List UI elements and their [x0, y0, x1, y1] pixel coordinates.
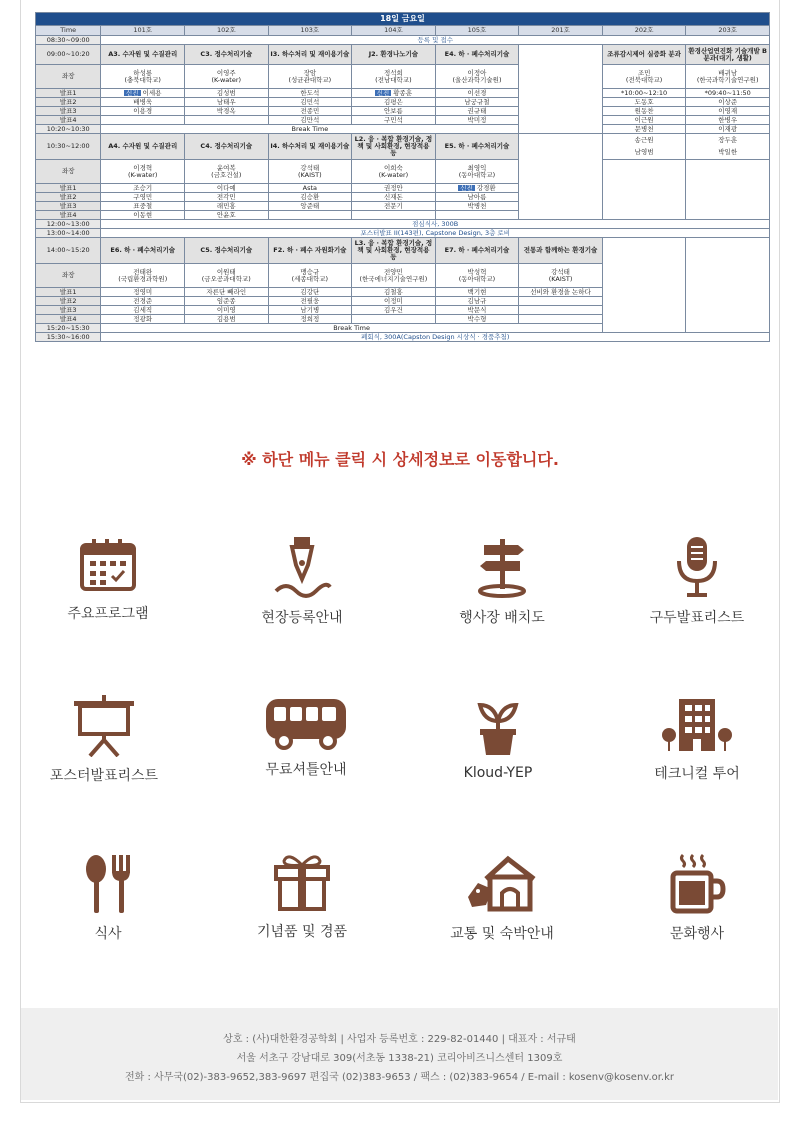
chair-cell: 정석희 (전남대학교): [352, 65, 436, 89]
signpost-icon: [472, 535, 532, 599]
new-badge: 신진: [376, 88, 390, 97]
chair-cell: 강석태 (KAIST): [268, 160, 352, 184]
presenter-cell: 구영민: [101, 193, 185, 202]
footer-contact-line: 전화 : 사무국(02)-383-9652,383-9697 편집국 (02)383-9653 / 팩스 : (02)383-9654 / E-mail : kosenv@kosenv.or.kr: [124, 1072, 675, 1083]
menu-item-program[interactable]: [33, 535, 183, 623]
menu-item-technical-tour[interactable]: [622, 695, 772, 783]
menu-label: 현장등록안내: [261, 610, 343, 626]
schedule-table: [35, 12, 770, 342]
time-cell: 09:00~10:20: [36, 45, 101, 65]
chair-cell: 최영익 (동아대학교): [435, 160, 519, 184]
presenter-cell: 한도석: [268, 89, 352, 98]
presenter-cell: 신진 황종훈: [352, 89, 436, 98]
presenter-cell: 김민석: [268, 98, 352, 107]
presenter-cell: 조승기: [101, 184, 185, 193]
presenter-cell: 김승환: [268, 193, 352, 202]
session-title: 환경산업연진화 기술개발 B분과(대기, 생활): [686, 45, 770, 65]
room-header: 101호: [101, 26, 185, 36]
menu-label: Kloud-YEP: [463, 765, 533, 781]
presenter-cell: 원동찬: [602, 107, 686, 116]
menu-item-kloud-yep[interactable]: [423, 695, 573, 781]
presenter-cell: Asta: [268, 184, 352, 193]
empty-cell: [602, 160, 686, 220]
lunch-label: 점심식사, 300B: [101, 220, 770, 229]
new-badge: 신진: [460, 183, 473, 192]
coffee-icon: [667, 853, 727, 915]
time-cell: 08:30~09:00: [36, 36, 101, 45]
presenter-cell: *10:00~12:10: [602, 89, 686, 98]
room-header: 201호: [519, 26, 603, 36]
presenter-cell: 이다예: [185, 184, 269, 193]
session-title: A3. 수자원 및 수질관리: [101, 45, 185, 65]
session-title: C3. 정수처리기술: [185, 45, 269, 65]
session-title: C4. 정수처리기술: [185, 134, 269, 160]
presenter-cell: 전문기: [352, 202, 436, 211]
closing-label: 폐회식, 300A(Capston Design 시상식 · 경품추첨): [101, 333, 770, 342]
session-title: E6. 하 · 폐수처리기술: [101, 238, 185, 264]
utensils-icon: [78, 853, 138, 915]
pen-nib-icon: [272, 535, 332, 599]
menu-label: 교통 및 숙박안내: [450, 926, 554, 942]
presenter-cell: [435, 211, 519, 220]
presenter-cell: 권정안: [352, 184, 436, 193]
chair-cell: 배귀남 (한국과학기술연구원): [686, 65, 770, 89]
presenter-cell: 구민석: [352, 116, 436, 125]
presenter-cell: 선비와 환경을 논하다: [519, 288, 603, 297]
time-cell: 15:30~16:00: [36, 333, 101, 342]
chair-cell: 박성혁 (동아대학교): [435, 264, 519, 288]
presenter-cell: 김강단: [268, 288, 352, 297]
presenter-cell: 전필웅: [268, 297, 352, 306]
presenter-cell: 백기현: [435, 288, 519, 297]
presenter-cell: 전각민: [185, 193, 269, 202]
session-title: 조류감시제어 실증화 분과: [602, 45, 686, 65]
presenter-cell: 이근원: [602, 116, 686, 125]
presenter-cell: 남아름: [435, 193, 519, 202]
chair-cell: 전태완 (국립환경과학원): [101, 264, 185, 288]
session-title: E5. 하 · 폐수처리기술: [435, 134, 519, 160]
presenter-cell: 이선경: [435, 89, 519, 98]
presenter-label: 발표3: [36, 202, 101, 211]
menu-item-poster-list[interactable]: [29, 695, 179, 785]
presenter-cell: 김남규: [435, 297, 519, 306]
menu-label: 문화행사: [669, 926, 725, 942]
presenter-cell: 신재돈: [352, 193, 436, 202]
presenter-cell: 이동현: [101, 211, 185, 220]
menu-item-transport-lodging[interactable]: [427, 853, 577, 943]
room-header: 103호: [268, 26, 352, 36]
footer-address-line: 서울 서초구 강남대로 309(서초동 1338-21) 코리아비즈니스센터 1309호: [236, 1053, 563, 1064]
presentation-board-icon: [72, 695, 136, 757]
presenter-cell: 김만석: [268, 116, 352, 125]
presenter-cell: 남궁규철: [435, 98, 519, 107]
menu-item-gifts[interactable]: [227, 853, 377, 941]
time-cell: 15:20~15:30: [36, 324, 101, 333]
menu-label: 식사: [94, 926, 122, 942]
presenter-cell: 김철홍: [352, 288, 436, 297]
presenter-cell: 이영재: [686, 107, 770, 116]
presenter-cell: [268, 211, 352, 220]
building-icon: [661, 695, 733, 755]
chair-cell: 장두훈 박일한: [686, 134, 770, 160]
room-header: 104호: [352, 26, 436, 36]
footer-company-line: 상호 : (사)대한환경공학회 | 사업자 등록번호 : 229-82-01440 | 대표자 : 서규태: [223, 1034, 576, 1045]
chair-cell: 이영주 (K-water): [185, 65, 269, 89]
presenter-cell: [101, 116, 185, 125]
presenter-cell: 김세직: [101, 306, 185, 315]
presenter-cell: 이미영: [185, 306, 269, 315]
presenter-cell: 김평은: [352, 98, 436, 107]
presenter-cell: 권규태: [435, 107, 519, 116]
empty-cell: [686, 238, 770, 333]
chair-cell: 이정아 (울산과학기술원): [435, 65, 519, 89]
presenter-cell: 임준종: [185, 297, 269, 306]
presenter-cell: 자른단 빼라인: [185, 288, 269, 297]
room-header: 203호: [686, 26, 770, 36]
menu-item-registration[interactable]: [227, 535, 377, 627]
empty-cell: [602, 238, 686, 333]
session-title: A4. 수자원 및 수질관리: [101, 134, 185, 160]
presenter-cell: 이재광: [686, 125, 770, 134]
presenter-label: 발표3: [36, 306, 101, 315]
chair-cell: 장암 (성균관대학교): [268, 65, 352, 89]
presenter-cell: [519, 306, 603, 315]
chair-cell: 맹승규 (세종대학교): [268, 264, 352, 288]
chair-label: 좌장: [36, 65, 101, 89]
room-header: 202호: [602, 26, 686, 36]
chair-cell: 하성룡 (충북대학교): [101, 65, 185, 89]
presenter-cell: [185, 116, 269, 125]
presenter-cell: 남태우: [185, 98, 269, 107]
menu-label: 구두발표리스트: [649, 610, 745, 626]
session-title: L2. 융 · 복합 환경기술, 정책 및 사회환경, 현장적용 등: [352, 134, 436, 160]
chair-cell: 이희숙 (K-water): [352, 160, 436, 184]
calendar-icon: [78, 535, 138, 595]
presenter-cell: 박문식: [435, 306, 519, 315]
presenter-label: 발표3: [36, 107, 101, 116]
presenter-cell: 도동호: [602, 98, 686, 107]
day-title: 18일 금요일: [36, 13, 770, 26]
gift-icon: [272, 853, 332, 913]
chair-cell: 송근원 남영범: [602, 134, 686, 160]
presenter-cell: [352, 211, 436, 220]
presenter-label: 발표1: [36, 184, 101, 193]
bus-icon: [264, 695, 348, 751]
presenter-label: 발표4: [36, 116, 101, 125]
presenter-cell: 신진 이세용: [101, 89, 185, 98]
poster-label: 포스터발표 II(143편), Capstone Design, 3층 로비: [101, 229, 770, 238]
registration-label: 등록 및 접수: [101, 36, 770, 45]
empty-cell: [519, 134, 603, 220]
session-title: J2. 환경나노기술: [352, 45, 436, 65]
room-header: 102호: [185, 26, 269, 36]
menu-label: 포스터발표리스트: [49, 768, 159, 784]
presenter-cell: 김우건: [352, 306, 436, 315]
session-title: C5. 정수처리기술: [185, 238, 269, 264]
presenter-cell: 래민홍: [185, 202, 269, 211]
presenter-label: 발표1: [36, 288, 101, 297]
menu-item-shuttle[interactable]: [231, 695, 381, 779]
presenter-cell: 김용범: [185, 315, 269, 324]
presenter-label: 발표2: [36, 98, 101, 107]
break-label: Break Time: [101, 125, 519, 134]
presenter-cell: 정영미: [101, 288, 185, 297]
session-title: L3. 융 · 복합 환경기술, 정책 및 사회환경, 현장적용 등: [352, 238, 436, 264]
presenter-cell: 안윤호: [185, 211, 269, 220]
chair-cell: 이원태 (금오공과대학교): [185, 264, 269, 288]
menu-item-culture[interactable]: [622, 853, 772, 943]
presenter-cell: *09:40~11:50: [686, 89, 770, 98]
time-cell: 14:00~15:20: [36, 238, 101, 264]
chair-cell: 윤여복 (금호건설): [185, 160, 269, 184]
empty-cell: [686, 160, 770, 220]
chair-cell: 조민 (전북대학교): [602, 65, 686, 89]
presenter-cell: 이용경: [101, 107, 185, 116]
presenter-cell: 박경옥: [185, 107, 269, 116]
presenter-cell: 한병우: [686, 116, 770, 125]
chair-cell: 강석태 (KAIST): [519, 264, 603, 288]
menu-item-oral-list[interactable]: [622, 535, 772, 627]
presenter-cell: 정광화: [101, 315, 185, 324]
menu-item-meals[interactable]: [33, 853, 183, 943]
presenter-cell: 박수형: [435, 315, 519, 324]
chair-cell: 전양민 (한국에너지기술연구원): [352, 264, 436, 288]
presenter-cell: 신진 강경환: [435, 184, 519, 193]
menu-label: 주요프로그램: [67, 606, 149, 622]
menu-item-venue-map[interactable]: [427, 535, 577, 627]
presenter-cell: [352, 315, 436, 324]
session-title: I4. 하수처리 및 재이용기술: [268, 134, 352, 160]
footer: [21, 1008, 778, 1100]
menu-label: 기념품 및 경품: [256, 924, 348, 940]
presenter-label: 발표2: [36, 297, 101, 306]
microphone-icon: [667, 535, 727, 599]
time-cell: 10:30~12:00: [36, 134, 101, 160]
presenter-cell: 앙준태: [268, 202, 352, 211]
sprout-icon: [468, 695, 528, 757]
presenter-label: 발표4: [36, 315, 101, 324]
chair-label: 좌장: [36, 160, 101, 184]
presenter-cell: 남기병: [268, 306, 352, 315]
presenter-cell: [519, 315, 603, 324]
presenter-cell: 박병천: [435, 202, 519, 211]
chair-cell: 이경혁 (K-water): [101, 160, 185, 184]
presenter-cell: 문병천: [602, 125, 686, 134]
presenter-cell: 정희정: [268, 315, 352, 324]
session-title: E4. 하 · 폐수처리기술: [435, 45, 519, 65]
presenter-cell: 이정미: [352, 297, 436, 306]
presenter-cell: 표중철: [101, 202, 185, 211]
time-cell: 10:20~10:30: [36, 125, 101, 134]
menu-label: 행사장 배치도: [459, 610, 545, 626]
break-label: Break Time: [101, 324, 602, 333]
session-title: 전통과 함께하는 환경기술: [519, 238, 603, 264]
presenter-cell: 김성범: [185, 89, 269, 98]
presenter-cell: 박미정: [435, 116, 519, 125]
presenter-label: 발표2: [36, 193, 101, 202]
session-title: I3. 하수처리 및 재이용기술: [268, 45, 352, 65]
menu-label: 무료셔틀안내: [265, 762, 347, 778]
menu-label: 테크니컬 투어: [654, 766, 740, 782]
presenter-cell: [519, 297, 603, 306]
house-tag-icon: [464, 853, 540, 915]
session-title: E7. 하 · 폐수처리기술: [435, 238, 519, 264]
notice-text: ※ 하단 메뉴 클릭 시 상세정보로 이동합니다.: [241, 450, 559, 469]
time-cell: 12:00~13:00: [36, 220, 101, 229]
presenter-cell: 전종민: [268, 107, 352, 116]
new-badge: 신진: [126, 88, 139, 97]
chair-label: 좌장: [36, 264, 101, 288]
presenter-cell: 전경준: [101, 297, 185, 306]
time-cell: 13:00~14:00: [36, 229, 101, 238]
room-header: 105호: [435, 26, 519, 36]
session-title: F2. 하 · 폐수 자원화기술: [268, 238, 352, 264]
presenter-cell: 배병욱: [101, 98, 185, 107]
presenter-cell: 이상준: [686, 98, 770, 107]
time-header: Time: [36, 26, 101, 36]
presenter-label: 발표4: [36, 211, 101, 220]
presenter-cell: 안보름: [352, 107, 436, 116]
empty-cell: [519, 45, 603, 134]
presenter-label: 발표1: [36, 89, 101, 98]
